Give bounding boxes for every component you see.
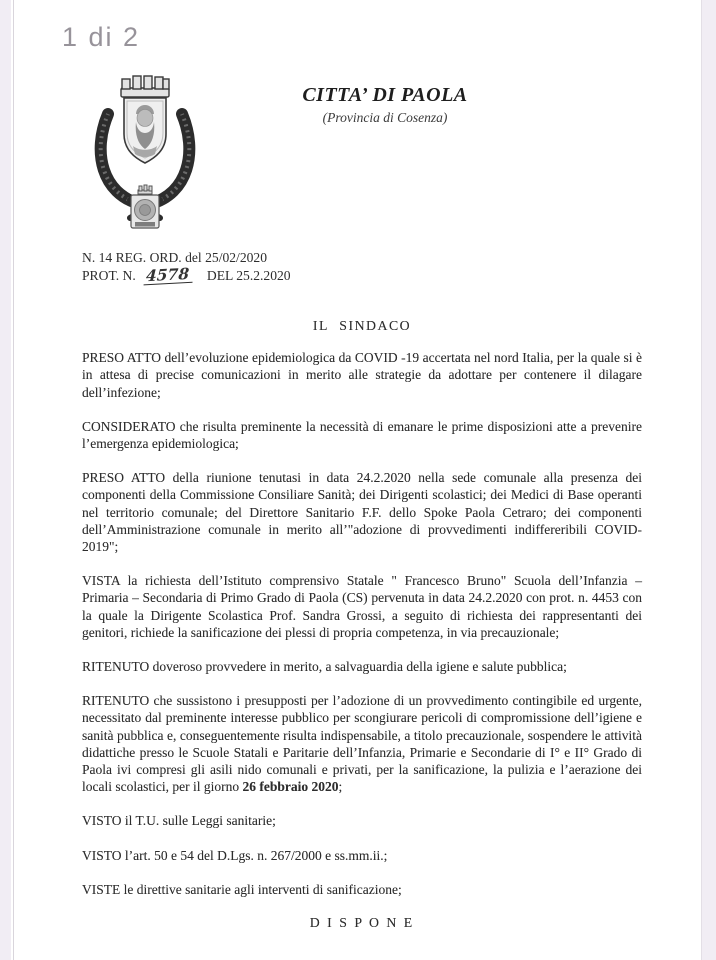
city-title: CITTA’ DI PAOLA <box>302 84 468 106</box>
protocol-number-handwritten: 4578 <box>143 265 193 286</box>
protocol-date: DEL 25.2.2020 <box>206 268 291 283</box>
document-body <box>82 317 642 931</box>
paragraph-viste-direttive: VISTE le direttive sanitarie agli interventi di sanificazione; <box>82 881 402 897</box>
paragraph-preso-atto-riunione: PRESO ATTO della riunione tenutasi in data 24.2.2020 nella sede comunale alla presenza dei componenti della Commissione Consiliare Sanità; dei Dirigenti scolastici; dei Medici di Base operanti nel territorio comunale; del Direttore Sanitario F.F. dello Spoke Paola Cetraro; dei componenti dell’Amministrazione comunale in merito all’"adozione di provvedimenti indiffereribili COVID-2019"; <box>82 470 642 555</box>
viewer-right-gutter <box>701 0 716 960</box>
paragraph-ritenuto-doveroso: RITENUTO doveroso provvedere in merito, a salvaguardia della igiene e salute pubblica; <box>82 659 567 675</box>
dispone-heading: D I S P O N E <box>309 915 415 931</box>
paragraph-vista-richiesta: VISTA la richiesta dell’Istituto comprensivo Statale " Francesco Bruno" Scuola dell’Infanzia – Primaria – Secondaria di Primo Grado di Paola (CS) pervenuta in data 24.2.2020 con prot. n. 4453 con la quale la Dirigente Scolastica Prof. Sandra Grossi, a seguito di richiesta dei rappresentanti dei genitori, richiede la sanificazione dei plessi di propria competenza, in via precauzionale; <box>82 573 642 640</box>
paragraph-ritenuto-sussistono: RITENUTO che sussistono i presupposti per l’adozione di un provvedimento contingibile ed urgente, necessitato dal preminente interesse pubblico per scongiurare pericoli di compromissione dell’igiene e sanità pubblica e, conseguentemente risulta indispensabile, a titolo precauzionale, sospendere le attività didattiche presso le Scuole Statali e Paritarie dell’Infanzia, Primarie e Secondarie di I° e II° Grado di Paola ivi compresi gli asili nido comunali e privati, per la sanificazione, la pulizia e l’aerazione dei locali scolastici, per il giorno 26 febbraio 2020; <box>82 693 642 795</box>
paragraph-visto-tu: VISTO il T.U. sulle Leggi sanitarie; <box>82 813 276 829</box>
viewer-left-gutter <box>0 0 11 960</box>
protocol-prefix: PROT. N. <box>82 268 136 283</box>
registry-ordinance-line: N. 14 REG. ORD. del 25/02/2020 <box>82 250 268 265</box>
registry-block <box>82 249 291 284</box>
document-header <box>155 84 615 126</box>
registry-protocol-line <box>82 263 291 286</box>
paragraph-visto-dlgs: VISTO l’art. 50 e 54 del D.Lgs. n. 267/2000 e ss.mm.ii.; <box>82 847 388 863</box>
sindaco-heading: IL SINDACO <box>312 318 412 333</box>
province-subtitle: (Provincia di Cosenza) <box>322 110 448 125</box>
page-left-edge <box>13 0 14 960</box>
paragraph-considerato: CONSIDERATO che risulta preminente la necessità di emanare le prime disposizioni atte a prevenire l’emergenza epidemiologica; <box>82 418 642 452</box>
page-indicator: 1 di 2 <box>62 22 141 52</box>
paragraph-preso-atto-covid: PRESO ATTO dell’evoluzione epidemiologica da COVID -19 accertata nel nord Italia, per la quale si è in attesa di precise comunicazioni in merito alle strategie da adottare per contenere il dilagare dell’infezione; <box>82 350 642 400</box>
